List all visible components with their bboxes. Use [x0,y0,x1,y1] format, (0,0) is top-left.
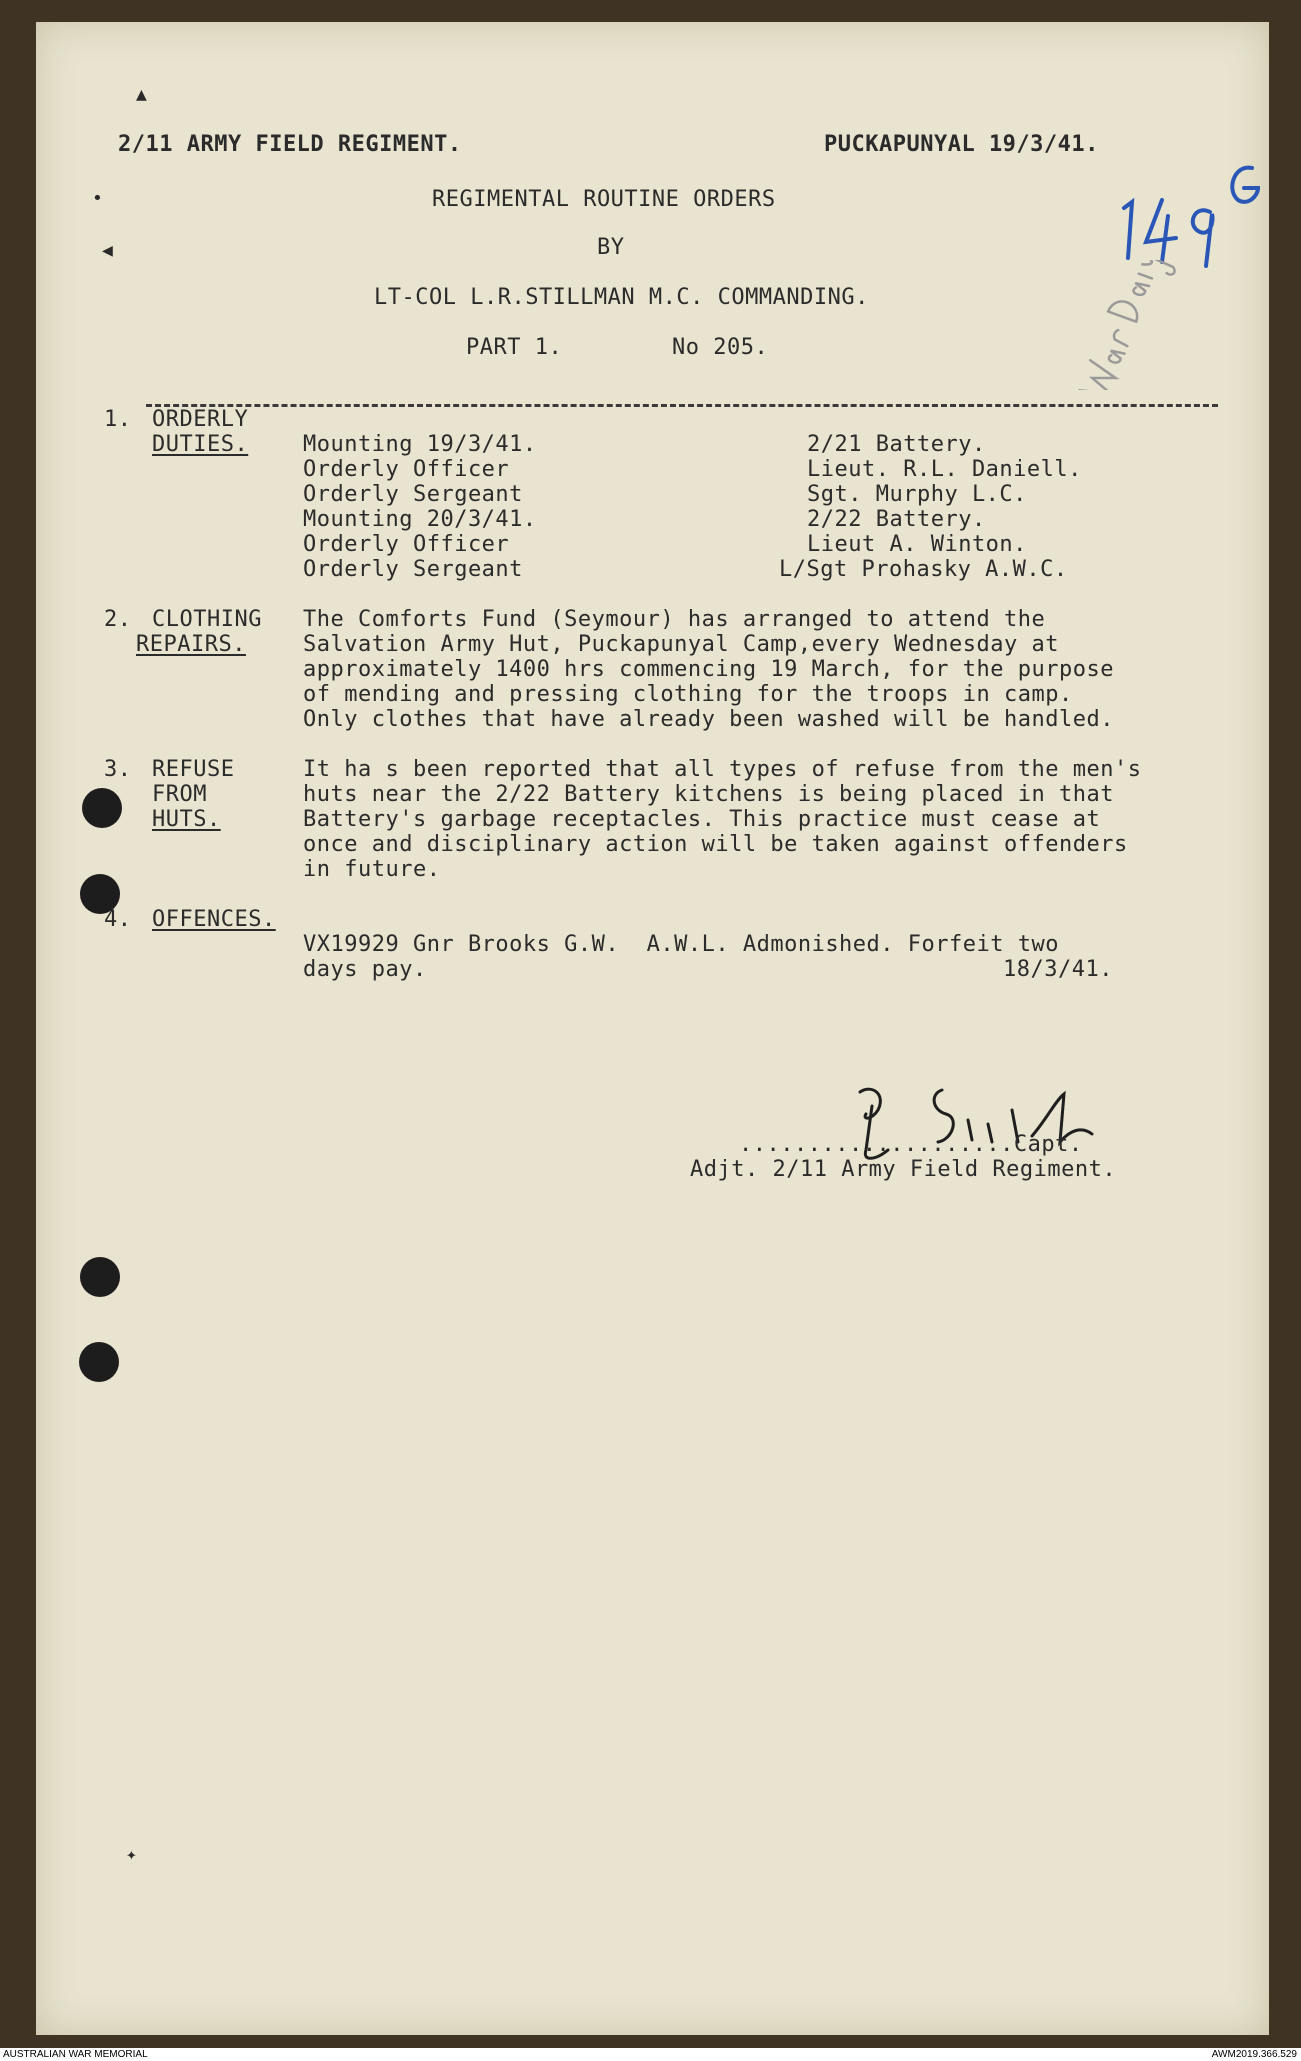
archive-footer [0,2048,1301,2061]
signature-title: Adjt. 2/11 Army Field Regiment. [690,1157,1117,1182]
place-date: PUCKAPUNYAL 19/3/41. [824,132,1099,157]
item-number: 4. [104,907,132,932]
body-line: Only clothes that have already been washed will be handled. [303,707,1114,732]
item-heading: REFUSE [152,757,235,782]
duty-right: L/Sgt Prohasky A.W.C. [779,557,1068,582]
part-number: PART 1. [466,335,563,360]
duty-left: Mounting 19/3/41. [303,432,537,457]
duty-left: Mounting 20/3/41. [303,507,537,532]
body-line: of mending and pressing clothing for the troops in camp. [303,682,1073,707]
pin-mark: • [92,188,103,209]
body-line: once and disciplinary action will be taken against offenders [303,832,1128,857]
item-heading: FROM [152,782,207,807]
orders-by: BY [597,235,625,260]
body-line: The Comforts Fund (Seymour) has arranged to attend the [303,607,1046,632]
item-number: 2. [104,607,132,632]
document-page [36,22,1269,2035]
offence-line: days pay. [303,957,427,982]
punch-hole [80,1257,120,1297]
item-heading: CLOTHING [152,607,262,632]
duty-right: 2/21 Battery. [807,432,986,457]
folio-number [1102,150,1272,270]
pin-mark: ◀ [102,240,113,261]
footer-institution: AUSTRALIAN WAR MEMORIAL [3,2049,148,2060]
body-line: huts near the 2/22 Battery kitchens is being placed in that [303,782,1114,807]
punch-hole [82,788,122,828]
divider-rule [146,404,1218,407]
item-heading: REPAIRS. [136,632,246,657]
item-heading: ORDERLY [152,407,249,432]
signature-rank: ....................Capt. [739,1132,1083,1157]
unit-name: 2/11 ARMY FIELD REGIMENT. [118,132,462,157]
item-heading: HUTS. [152,807,221,832]
offence-date: 18/3/41. [1003,957,1113,982]
commanding-officer: LT-COL L.R.STILLMAN M.C. COMMANDING. [374,285,869,310]
body-line: approximately 1400 hrs commencing 19 March, for the purpose [303,657,1114,682]
duty-right: Lieut A. Winton. [807,532,1027,557]
body-line: It ha s been reported that all types of refuse from the men's [303,757,1142,782]
pin-mark: ▲ [136,84,147,105]
body-line: in future. [303,857,441,882]
order-number: No 205. [672,335,769,360]
orders-title: REGIMENTAL ROUTINE ORDERS [432,187,776,212]
duty-right: 2/22 Battery. [807,507,986,532]
item-heading: DUTIES. [152,432,249,457]
war-diary-annotation [1024,260,1214,390]
duty-right: Lieut. R.L. Daniell. [807,457,1082,482]
duty-left: Orderly Officer [303,457,510,482]
body-line: Salvation Army Hut, Puckapunyal Camp,every Wednesday at [303,632,1059,657]
footer-reference: AWM2019.366.529 [1211,2049,1297,2060]
body-line: Battery's garbage receptacles. This practice must cease at [303,807,1101,832]
duty-right: Sgt. Murphy L.C. [807,482,1027,507]
duty-left: Orderly Officer [303,532,510,557]
pin-mark: ✦ [126,1844,137,1865]
offence-line: VX19929 Gnr Brooks G.W. A.W.L. Admonished. Forfeit two [303,932,1059,957]
punch-hole [79,1342,119,1382]
item-heading: OFFENCES. [152,907,276,932]
item-number: 3. [104,757,132,782]
item-number: 1. [104,407,132,432]
duty-left: Orderly Sergeant [303,482,523,507]
duty-left: Orderly Sergeant [303,557,523,582]
